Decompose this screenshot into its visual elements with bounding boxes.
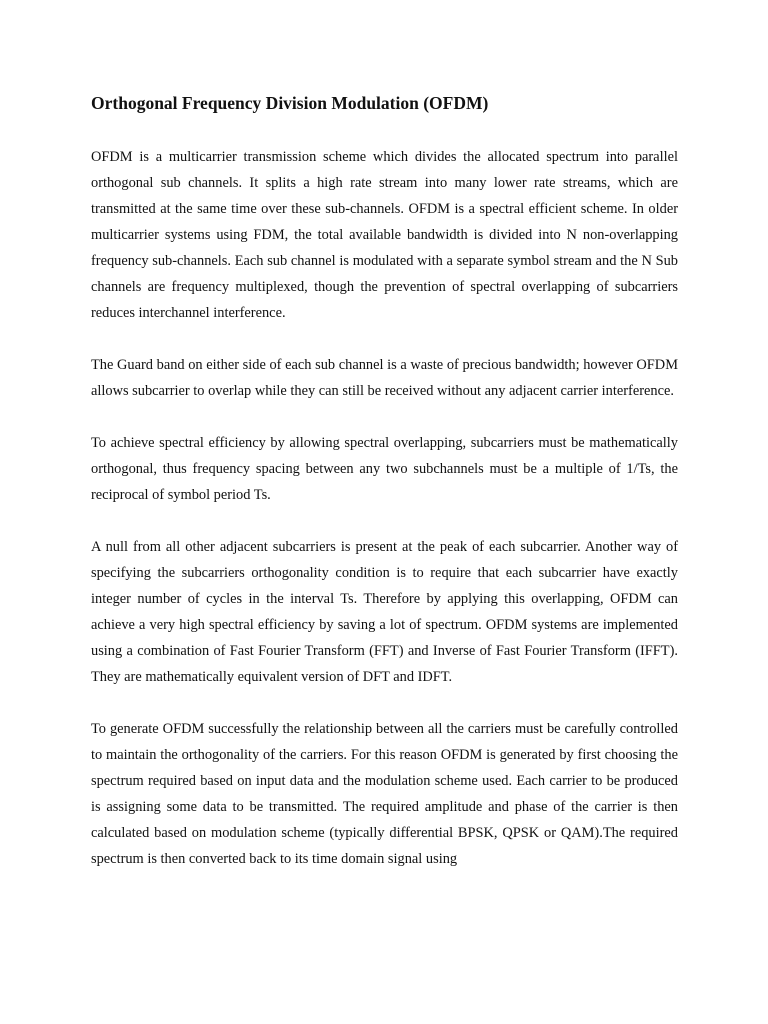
paragraph-guard-band: The Guard band on either side of each sub channel is a waste of precious bandwidth; however OFDM allows subcarrier to overlap while they can still be received without any adjacent carrier interference. (91, 357, 678, 399)
paragraph-ofdm-definition: OFDM is a multicarrier transmission scheme which divides the allocated spectrum into parallel orthogonal sub channels. It splits a high rate stream into many lower rate streams, which are transmitted at the same time over these sub-channels. OFDM is a spectral efficient scheme. In older multicarrier systems using FDM, the total available bandwidth is divided into N non-overlapping frequency sub-channels. Each sub channel is modulated with a separate symbol stream and the N Sub channels are frequency multiplexed, though the prevention of spectral overlapping of subcarriers reduces interchannel interference. (91, 149, 678, 321)
page-title: Orthogonal Frequency Division Modulation (OFDM) (91, 93, 489, 113)
paragraph-ofdm-generation: To generate OFDM successfully the relationship between all the carriers must be carefully controlled to maintain the orthogonality of the carriers. For this reason OFDM is generated by first choosing the spectrum required based on input data and the modulation scheme used. Each carrier to be produced is assigning some data to be transmitted. The required amplitude and phase of the carrier is then calculated based on modulation scheme (typically differential BPSK, QPSK or QAM).The required spectrum is then converted back to its time domain signal using (91, 721, 678, 867)
paragraph-orthogonality-condition: A null from all other adjacent subcarriers is present at the peak of each subcarrier. Another way of specifying the subcarriers orthogonality condition is to require that each subcarrier have exactly integer number of cycles in the interval Ts. Therefore by applying this overlapping, OFDM can achieve a very high spectral efficiency by saving a lot of spectrum. OFDM systems are implemented using a combination of Fast Fourier Transform (FFT) and Inverse of Fast Fourier Transform (IFFT). They are mathematically equivalent version of DFT and IDFT. (91, 539, 678, 685)
document-body (91, 90, 678, 898)
paragraph-spectral-efficiency: To achieve spectral efficiency by allowing spectral overlapping, subcarriers must be mathematically orthogonal, thus frequency spacing between any two subchannels must be a multiple of 1/Ts, the reciprocal of symbol period Ts. (91, 435, 678, 503)
